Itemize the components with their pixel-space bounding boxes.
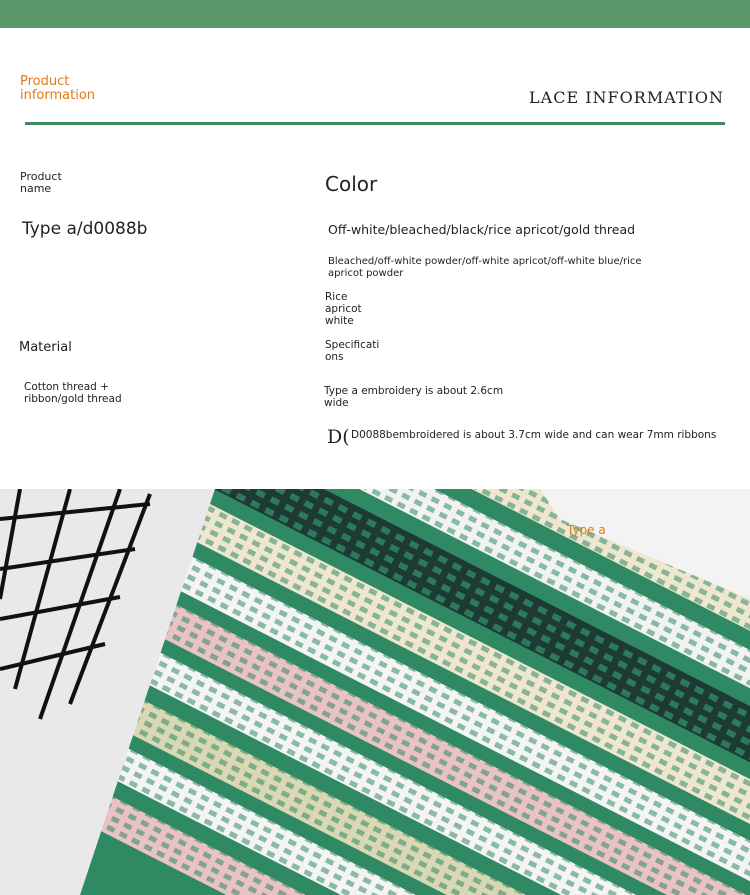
lace-photo-illustration [0, 489, 750, 895]
spec-line-2: D0088bembroidered is about 3.7cm wide and can wear 7mm ribbons [351, 429, 717, 441]
spec-line-2-prefix: D( [327, 426, 350, 448]
color-line-1: Off-white/bleached/black/rice apricot/gold thread [328, 222, 636, 237]
color-label: Color [325, 172, 378, 196]
material-label: Material [19, 340, 72, 355]
top-green-bar [0, 0, 750, 28]
product-name-label: Product name [20, 170, 62, 195]
lace-information-title: LACE INFORMATION [529, 88, 724, 107]
specifications-label: Specifications [325, 339, 380, 363]
color-line-3: Rice apricot white [325, 291, 362, 327]
product-name-value: Type a/d0088b [22, 219, 148, 239]
spec-line-1: Type a embroidery is about 2.6cm wide [324, 385, 504, 409]
color-line-2: Bleached/off-white powder/off-white apricot/off-white blue/rice apricot powder [328, 256, 642, 279]
material-value: Cotton thread + ribbon/gold thread [24, 381, 122, 405]
lace-product-photo [0, 489, 750, 895]
type-a-tag: Type a [567, 523, 606, 537]
header-divider [25, 122, 725, 125]
product-information-label: Product information [20, 74, 96, 103]
